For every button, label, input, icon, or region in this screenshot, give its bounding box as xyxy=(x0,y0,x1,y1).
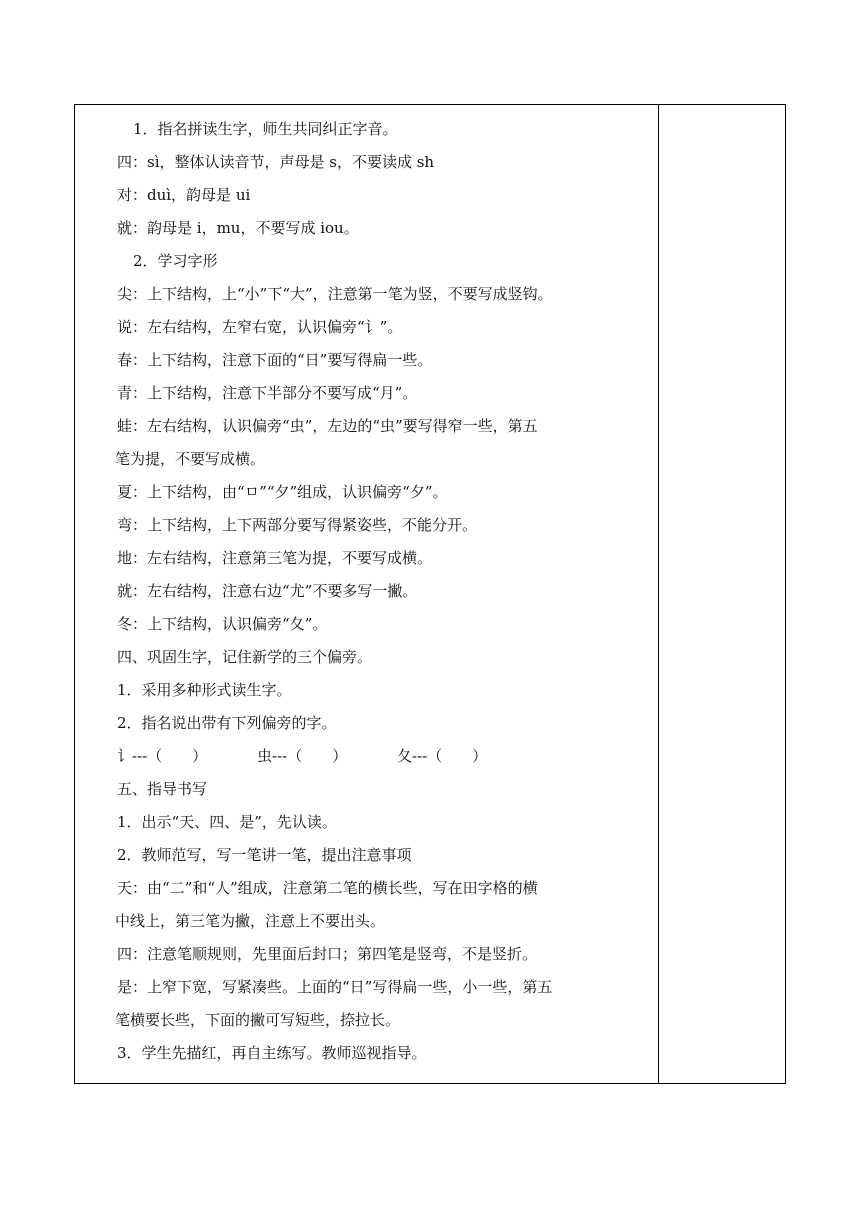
text-line: 春：上下结构，注意下面的“日”要写得扁一些。 xyxy=(117,351,433,369)
lesson-table xyxy=(74,104,786,1084)
notes-cell xyxy=(659,105,785,1083)
text-line: 3．学生先描红，再自主练写。教师巡视指导。 xyxy=(117,1044,427,1062)
text-line: 就：韵母是 i，mu，不要写成 iou。 xyxy=(117,219,359,237)
radical-speech: 讠---（ ） xyxy=(117,747,208,765)
content-cell xyxy=(75,105,659,1083)
text-line: 笔横要长些，下面的撇可写短些，捺拉长。 xyxy=(115,1011,401,1029)
text-line: 五、指导书写 xyxy=(117,780,208,798)
text-line: 2．学习字形 xyxy=(133,252,218,270)
text-line: 2．指名说出带有下列偏旁的字。 xyxy=(117,714,337,732)
text-line: 1．出示“天、四、是”，先认读。 xyxy=(117,813,337,831)
text-line: 对：duì，韵母是 ui xyxy=(117,186,251,204)
text-line: 笔为提，不要写成横。 xyxy=(115,450,266,468)
content-block-1 xyxy=(93,113,652,740)
text-line: 是：上窄下宽，写紧凑些。上面的“日”写得扁一些，小一些，第五 xyxy=(117,978,553,996)
text-line: 1．指名拼读生字，师生共同纠正字音。 xyxy=(133,120,398,138)
text-line: 青：上下结构，注意下半部分不要写成“月”。 xyxy=(117,384,418,402)
text-line: 2．教师范写，写一笔讲一笔，提出注意事项 xyxy=(117,846,412,864)
text-line: 蛙：左右结构，认识偏旁“虫”，左边的“虫”要写得窄一些，第五 xyxy=(117,417,538,435)
text-line: 冬：上下结构，认识偏旁“夂”。 xyxy=(117,615,328,633)
text-line: 说：左右结构，左窄右宽，认识偏旁“讠”。 xyxy=(117,318,403,336)
text-line: 尖：上下结构，上“小”下“大”，注意第一笔为竖，不要写成竖钩。 xyxy=(117,285,553,303)
text-line: 弯：上下结构，上下两部分要写得紧姿些，不能分开。 xyxy=(117,516,478,534)
text-line: 地：左右结构，注意第三笔为提，不要写成横。 xyxy=(117,549,433,567)
text-line: 天：由“二”和“人”组成，注意第二笔的横长些，写在田字格的横 xyxy=(117,879,538,897)
text-line: 四：注意笔顺规则，先里面后封口；第四笔是竖弯，不是竖折。 xyxy=(117,945,538,963)
text-line: 四、巩固生字，记住新学的三个偏旁。 xyxy=(117,648,373,666)
radical-insect: 虫---（ ） xyxy=(257,747,348,765)
text-line: 夏：上下结构，由“ㅁ”“夕”组成，认识偏旁“夕”。 xyxy=(117,483,448,501)
radical-row xyxy=(93,740,652,773)
text-line: 中线上，第三笔为撇，注意上不要出头。 xyxy=(115,912,386,930)
text-line: 四：sì，整体认读音节，声母是 s，不要读成 sh xyxy=(117,153,435,171)
content-block-2 xyxy=(93,773,652,1070)
text-line: 1．采用多种形式读生字。 xyxy=(117,681,292,699)
text-line: 就：左右结构，注意右边“尤”不要多写一撇。 xyxy=(117,582,418,600)
radical-winter: 夂---（ ） xyxy=(397,747,488,765)
